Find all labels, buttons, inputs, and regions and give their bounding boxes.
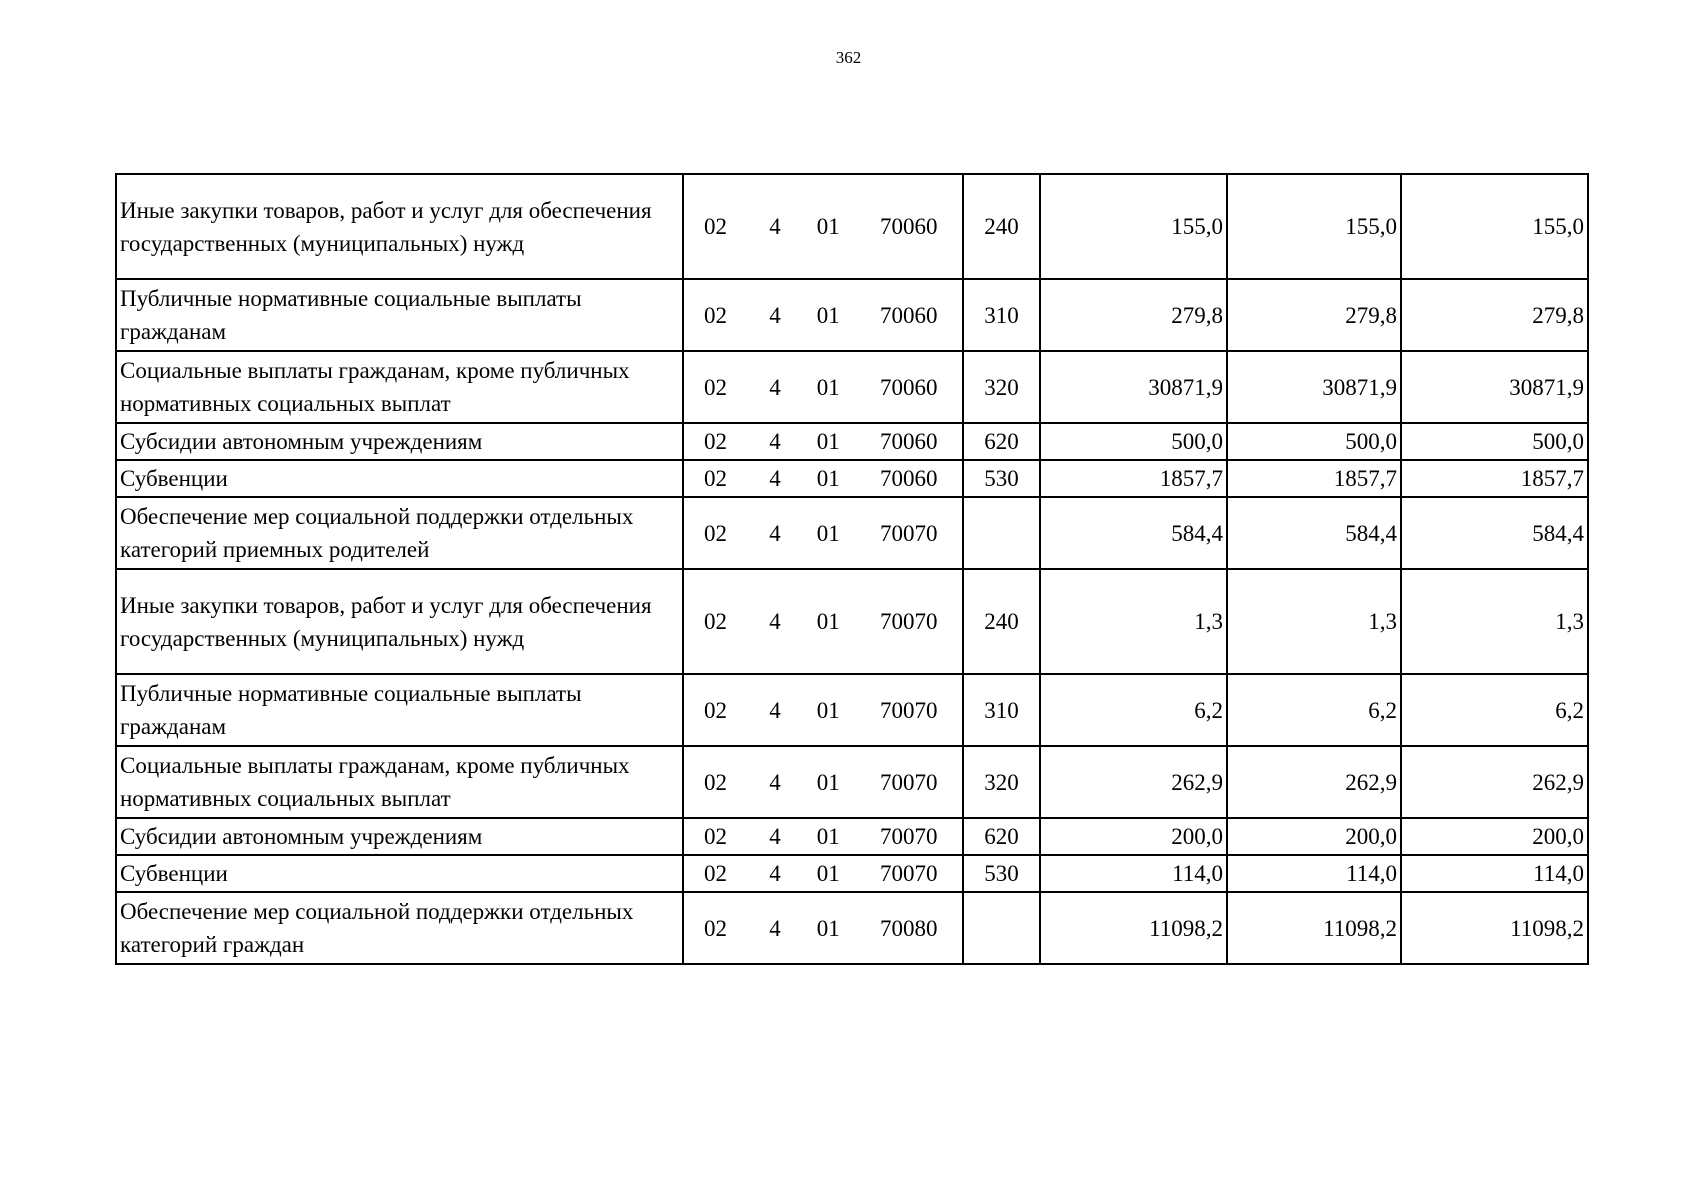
row-code [683,460,963,497]
page-number: 362 [835,48,862,67]
code-subprogram: 01 [816,609,840,634]
row-value-1: 200,0 [1040,818,1227,855]
code-subprogram: 01 [816,915,840,941]
code-section: 02 [704,214,727,239]
code-section: 02 [704,374,727,400]
table-row [116,746,1588,818]
row-name: Иные закупки товаров, работ и услуг для обеспечения государственных (муниципальных) нужд [116,174,683,279]
code-program: 4 [769,214,781,239]
row-expense-type: 620 [963,818,1040,855]
code-subprogram: 01 [816,697,840,723]
row-value-2: 11098,2 [1227,892,1401,964]
row-code [683,569,963,674]
table-row [116,892,1588,964]
code-subprogram: 01 [816,520,840,546]
row-name: Обеспечение мер социальной поддержки отдельных категорий приемных родителей [116,497,683,569]
row-code [683,892,963,964]
row-value-2: 262,9 [1227,746,1401,818]
row-value-2: 1,3 [1227,569,1401,674]
row-value-2: 279,8 [1227,279,1401,351]
table-row [116,351,1588,423]
code-direction: 70060 [880,302,938,328]
row-value-1: 155,0 [1040,174,1227,279]
row-value-1: 6,2 [1040,674,1227,746]
code-subprogram: 01 [816,374,840,400]
row-value-3: 500,0 [1401,423,1588,460]
row-name: Социальные выплаты гражданам, кроме публичных нормативных социальных выплат [116,746,683,818]
row-value-2: 200,0 [1227,818,1401,855]
row-name: Обеспечение мер социальной поддержки отдельных категорий граждан [116,892,683,964]
table-row [116,818,1588,855]
code-subprogram: 01 [816,302,840,328]
row-code [683,423,963,460]
row-code [683,351,963,423]
row-code [683,497,963,569]
row-name: Субвенции [116,460,683,497]
row-name: Публичные нормативные социальные выплаты гражданам [116,674,683,746]
code-section: 02 [704,302,727,328]
row-value-2: 584,4 [1227,497,1401,569]
code-program: 4 [769,824,781,849]
row-value-3: 279,8 [1401,279,1588,351]
code-program: 4 [769,374,781,400]
code-section: 02 [704,824,727,849]
row-value-3: 155,0 [1401,174,1588,279]
code-subprogram: 01 [816,769,840,795]
code-direction: 70060 [880,466,938,491]
code-direction: 70060 [880,374,938,400]
budget-table [115,173,1589,965]
table-row [116,174,1588,279]
row-value-2: 500,0 [1227,423,1401,460]
row-expense-type: 530 [963,460,1040,497]
row-code [683,746,963,818]
row-value-2: 30871,9 [1227,351,1401,423]
row-expense-type: 320 [963,351,1040,423]
code-program: 4 [769,769,781,795]
row-value-2: 114,0 [1227,855,1401,892]
row-name: Субвенции [116,855,683,892]
row-value-3: 114,0 [1401,855,1588,892]
row-value-3: 30871,9 [1401,351,1588,423]
row-name: Публичные нормативные социальные выплаты гражданам [116,279,683,351]
code-direction: 70070 [880,697,938,723]
row-name: Субсидии автономным учреждениям [116,423,683,460]
row-value-1: 1857,7 [1040,460,1227,497]
row-value-1: 30871,9 [1040,351,1227,423]
code-direction: 70060 [880,429,938,454]
code-section: 02 [704,697,727,723]
table-row [116,674,1588,746]
row-value-1: 262,9 [1040,746,1227,818]
row-value-1: 11098,2 [1040,892,1227,964]
code-section: 02 [704,429,727,454]
row-value-3: 11098,2 [1401,892,1588,964]
code-subprogram: 01 [816,466,840,491]
table-row [116,423,1588,460]
row-value-1: 279,8 [1040,279,1227,351]
row-value-1: 114,0 [1040,855,1227,892]
row-value-3: 262,9 [1401,746,1588,818]
code-direction: 70070 [880,609,938,634]
code-subprogram: 01 [816,214,840,239]
row-value-1: 500,0 [1040,423,1227,460]
row-expense-type: 530 [963,855,1040,892]
row-value-2: 1857,7 [1227,460,1401,497]
code-section: 02 [704,609,727,634]
row-value-3: 1,3 [1401,569,1588,674]
row-value-3: 584,4 [1401,497,1588,569]
code-direction: 70070 [880,824,938,849]
row-name: Иные закупки товаров, работ и услуг для обеспечения государственных (муниципальных) нужд [116,569,683,674]
row-value-1: 1,3 [1040,569,1227,674]
row-expense-type: 310 [963,674,1040,746]
code-program: 4 [769,466,781,491]
row-expense-type: 620 [963,423,1040,460]
row-value-2: 6,2 [1227,674,1401,746]
code-section: 02 [704,466,727,491]
row-expense-type: 310 [963,279,1040,351]
row-expense-type [963,892,1040,964]
code-program: 4 [769,609,781,634]
row-expense-type: 240 [963,569,1040,674]
row-expense-type: 240 [963,174,1040,279]
code-section: 02 [704,769,727,795]
row-code [683,818,963,855]
row-code [683,674,963,746]
code-section: 02 [704,520,727,546]
table-row [116,855,1588,892]
row-value-3: 1857,7 [1401,460,1588,497]
code-direction: 70070 [880,520,938,546]
code-section: 02 [704,915,727,941]
table-row [116,569,1588,674]
code-subprogram: 01 [816,429,840,454]
row-value-3: 200,0 [1401,818,1588,855]
code-direction: 70070 [880,769,938,795]
row-code [683,174,963,279]
code-direction: 70070 [880,861,938,886]
code-program: 4 [769,520,781,546]
row-name: Субсидии автономным учреждениям [116,818,683,855]
table-row [116,497,1588,569]
code-direction: 70080 [880,915,938,941]
code-subprogram: 01 [816,824,840,849]
row-value-3: 6,2 [1401,674,1588,746]
row-value-1: 584,4 [1040,497,1227,569]
code-program: 4 [769,429,781,454]
row-code [683,855,963,892]
code-program: 4 [769,861,781,886]
table-row [116,460,1588,497]
row-expense-type: 320 [963,746,1040,818]
row-name: Социальные выплаты гражданам, кроме публичных нормативных социальных выплат [116,351,683,423]
row-value-2: 155,0 [1227,174,1401,279]
table-row [116,279,1588,351]
code-program: 4 [769,302,781,328]
code-subprogram: 01 [816,861,840,886]
code-program: 4 [769,915,781,941]
code-direction: 70060 [880,214,938,239]
code-program: 4 [769,697,781,723]
row-expense-type [963,497,1040,569]
code-section: 02 [704,861,727,886]
row-code [683,279,963,351]
